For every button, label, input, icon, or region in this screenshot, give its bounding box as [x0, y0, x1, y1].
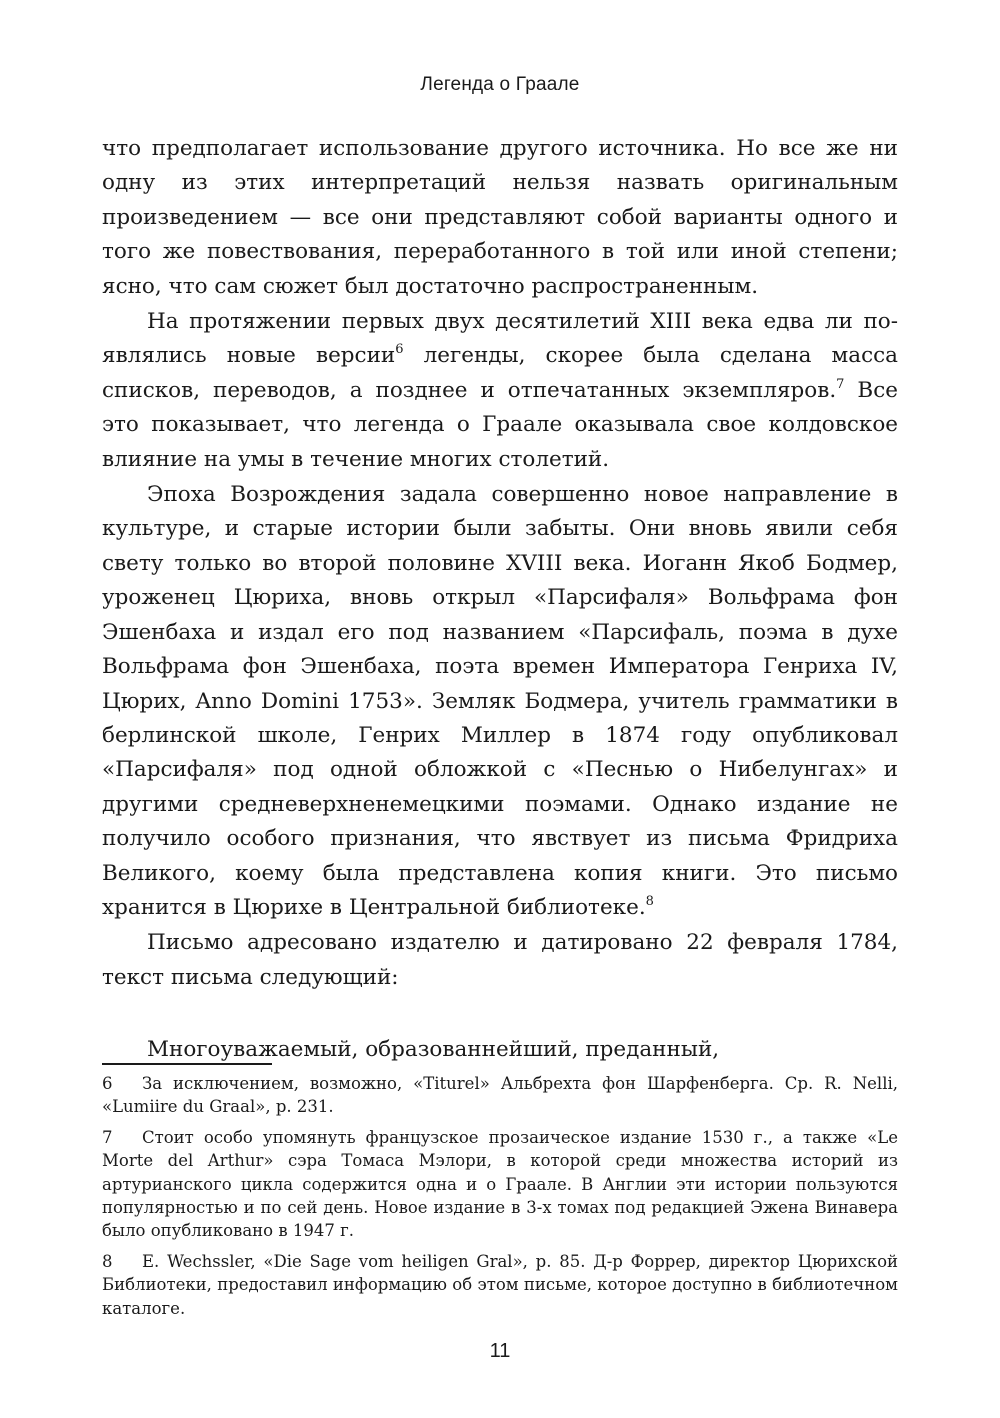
footnote-ref-8[interactable]: 8 [645, 893, 654, 909]
paragraph-1: что предполагает использование другого источника. Но все же ни одну из этих интерпретаций нельзя назвать оригинальным произведением — все они представляют собой варианты одного и того же повествования, переработанного в той или иной степени; ясно, что сам сюжет был достаточно распространенным. [102, 136, 898, 299]
footnote-text: E. Wechssler, «Die Sage vom heiligen Gral», р. 85. Д-р Форрер, директор Цюрихской Библиотеки, предоставил информацию об этом письме, которое доступно в библиотечном каталоге. [102, 1251, 898, 1318]
main-text [102, 132, 898, 1068]
footnotes [102, 1072, 898, 1327]
footnote-number: 6 [102, 1074, 113, 1093]
paragraph-2-text-a: На протяжении первых двух десятилетий XIII века едва ли появлялись новые версии [102, 309, 898, 369]
footnote-ref-7[interactable]: 7 [836, 376, 845, 392]
footnote-number: 7 [102, 1127, 113, 1147]
footnote-text: За исключением, возможно, «Titurel» Альбрехта фон Шарфенберга. Ср. R. Nelli, «Lumiire du Graal», р. 231. [102, 1074, 898, 1117]
page-number: 11 [489, 1340, 511, 1362]
paragraph-4: Письмо адресовано издателю и датировано 22 февраля 1784, текст письма следующий: [102, 930, 898, 990]
footnote-divider [102, 1063, 272, 1065]
footnote-6 [102, 1072, 898, 1119]
paragraph-3 [102, 478, 898, 925]
letter-greeting: Многоуважаемый, образованнейший, преданный, [147, 1037, 720, 1063]
paragraph-3-text: Эпоха Возрождения задала совершенно новое направление в культуре, и старые истории были забыты. Они вновь явили себя свету только во второй половине XVIII века. Иоганн Якоб Бодмер, урожeнец Цюриха, вновь открыл «Парсифаля» Вольфрама фон Эшенбаха и издал его под названием «Парсифаль, поэма в духе Вольфрама фон Эшенбаха, поэта времен Императора Генриха IV, Цюрих, Anno Domini 1753». Земляк Бодмера, учитель грамматики в берлинской школе, Генрих Миллер в 1874 году опубликовал «Парсифаля» под одной обложкой с «Песнью о Нибелунгах» и другими средневерхненемецкими поэмами. Однако издание не получило особого признания, что явствует из письма Фридриха Великого, коему была представлена копия книги. Это письмо хранится в Цюрихе в Центральной библиотеке. [102, 482, 898, 920]
footnote-text: Стоит особо упомянуть французское прозаическое издание 1530 г., а также «Le Morte del Arthur» сэра Томаса Мэлори, в которой среди множества историй из артурианского цикла содержится одна и о Граале. В Англии эти истории пользуются популярностью и по сей день. Новое издание в 3-х томах под редакцией Эжена Винавера было опубликовано в 1947 г. [102, 1127, 898, 1241]
paragraph-2-text-c: Все это показывает, что легенда о Граале оказывала свое колдовское влияние на умы в течение многих столетий. [102, 377, 898, 472]
footnote-7 [102, 1126, 898, 1243]
paragraph-2 [102, 305, 898, 477]
footnote-ref-6[interactable]: 6 [395, 342, 404, 358]
footnote-8 [102, 1250, 898, 1320]
paragraph-2-text-b: легенды, скорее была сделана масса списков, переводов, а позднее и отпечатанных экземпляров. [102, 343, 898, 403]
footnote-number: 8 [102, 1251, 113, 1271]
running-title: Легенда о Граале [420, 74, 580, 95]
